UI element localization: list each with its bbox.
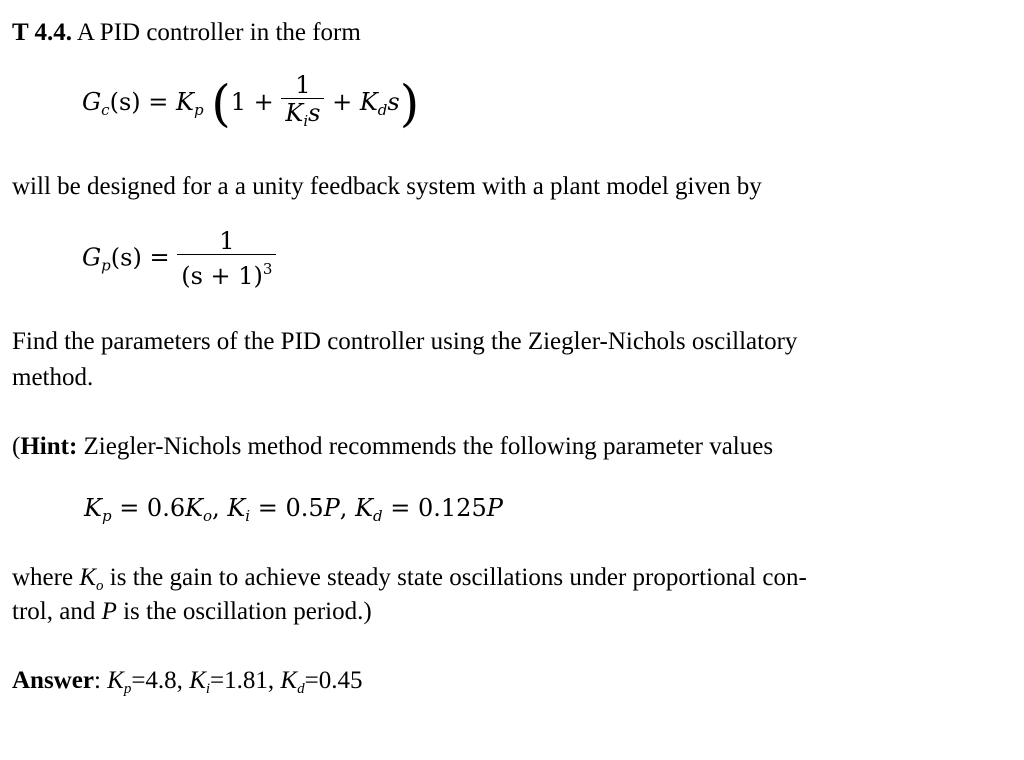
problem-intro: A PID controller in the form [76,19,361,46]
s-variable: s [387,88,400,116]
controller-equation [82,72,419,135]
fraction-numerator: 1 [295,71,311,99]
plant-denominator-base: (s + 1) [181,262,263,290]
ki-symbol: K [285,99,304,127]
plant-fraction [177,228,276,290]
where-text: is the gain to achieve steady state oscillations under proportional con- [109,564,807,591]
plant-equation [82,228,276,290]
hint-text: Ziegler-Nichols method recommends the following parameter values [83,433,774,460]
comma: , [212,494,220,522]
where-line-2 [12,595,372,629]
plant-denominator [177,254,276,290]
kd-subscript: d [297,681,305,697]
kd-subscript: d [377,101,388,119]
hint-label: Hint: [20,433,78,460]
gc-argument: (s) [109,88,141,116]
kd-symbol: K [355,494,374,522]
kd-formula: = 0.125 [390,494,487,522]
answer-colon: : [93,667,101,694]
gp-symbol: G [82,243,102,272]
kp-subscript: p [193,101,204,119]
s-variable: s [308,99,321,127]
left-paren: ( [211,74,231,133]
where-word: where [12,564,74,591]
gp-argument: (s) [110,243,142,272]
equals-sign: = [148,88,169,116]
kp-value: =4.8, [131,667,183,694]
one-plus: 1 + [230,88,274,116]
ko-subscript: o [203,507,213,525]
ki-symbol: K [189,667,206,694]
where-text: is the oscillation period.) [123,598,372,625]
gp-subscript: p [101,256,111,275]
answer-line [12,664,362,706]
plant-exponent: 3 [262,260,273,278]
hint-open-paren: ( [12,433,21,460]
ki-subscript: i [245,507,251,525]
gc-symbol: G [82,88,102,116]
kp-symbol: K [84,494,102,522]
equals-sign: = [149,243,170,272]
period-symbol: P [101,598,117,625]
where-text: trol, and [12,598,96,625]
task-line-1: Find the parameters of the PID controller using the Ziegler-Nichols oscillatory [12,328,798,355]
kp-symbol: K [107,667,124,694]
ko-symbol: K [79,564,97,591]
task-line-2: method. [12,364,94,391]
problem-number: T 4.4. [12,19,72,46]
kd-subscript: d [373,507,383,525]
plant-intro-text: will be designed for a a unity feedback system with a plant model given by [12,173,762,200]
ki-subscript: i [303,112,309,130]
ki-value: =1.81, [210,667,275,694]
period-symbol: P [323,494,340,522]
ko-subscript: o [96,578,104,594]
ki-formula: = 0.5 [257,494,324,522]
hint-paragraph [12,430,773,464]
kd-value: =0.45 [304,667,363,694]
comma: , [339,494,348,522]
fraction-denominator [281,98,324,135]
kp-symbol: K [176,88,194,116]
problem-heading [12,16,361,50]
ko-symbol: K [185,494,204,522]
gc-subscript: c [101,101,110,119]
ki-subscript: i [205,681,211,697]
kp-formula: = 0.6 [119,494,186,522]
period-symbol: P [486,494,503,522]
ki-symbol: K [227,494,246,522]
plant-numerator: 1 [219,227,235,255]
kd-symbol: K [280,667,298,694]
kd-symbol: K [359,88,378,116]
plus-sign: + [332,88,353,116]
zn-equation [84,494,503,525]
right-paren: ) [399,74,420,133]
kp-subscript: p [101,507,112,525]
answer-label: Answer [12,667,94,694]
integral-fraction [281,72,324,135]
kp-subscript: p [123,681,132,697]
